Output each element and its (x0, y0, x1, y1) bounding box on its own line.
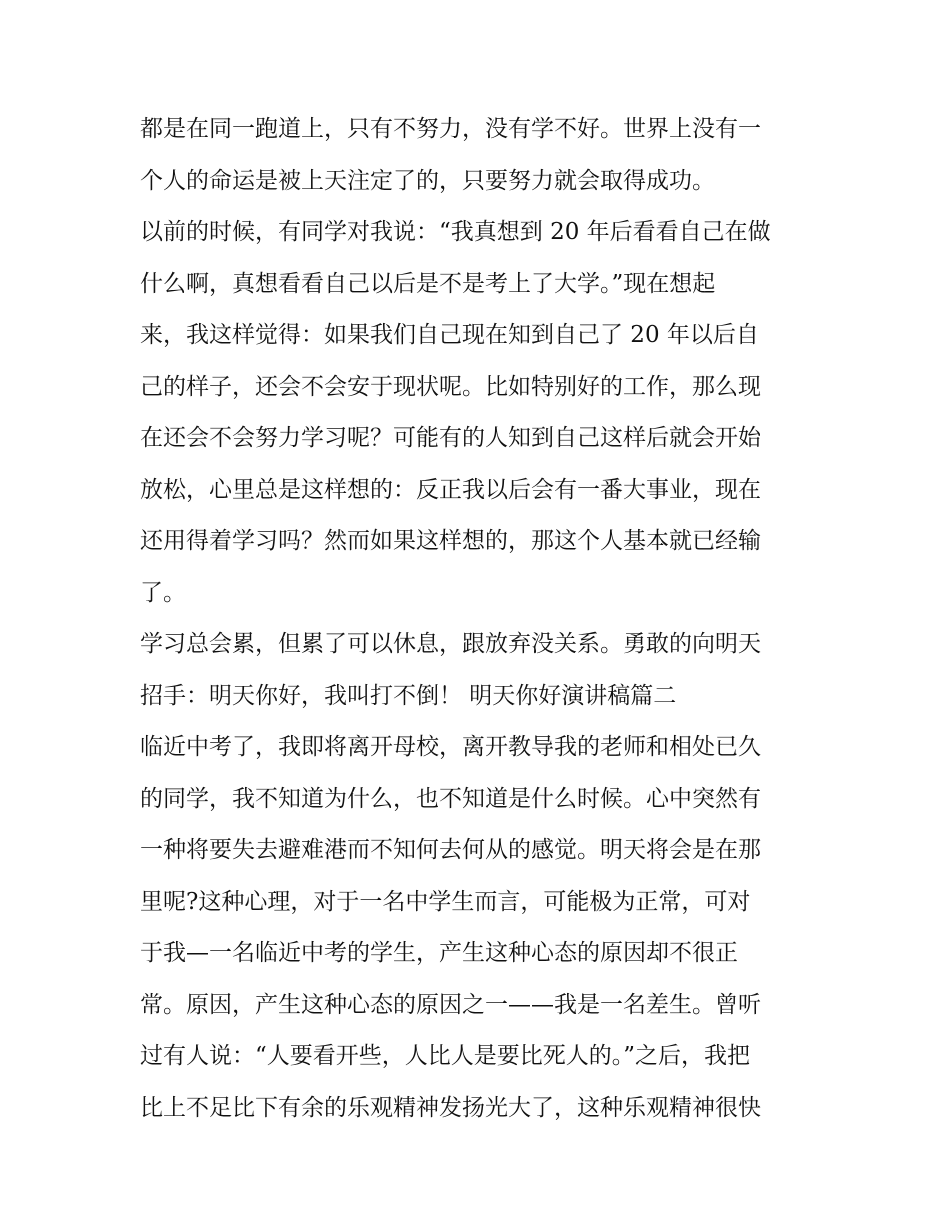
text-line: 己的样子，还会不会安于现状呢。比如特别好的工作，那么现 (140, 373, 761, 400)
document-body (140, 104, 830, 1134)
text-line: 招手：明天你好，我叫打不倒！ 明天你好演讲稿篇二 (140, 682, 677, 709)
text-line: 于我—一名临近中考的学生，产生这种心态的原因却不很正 (140, 940, 738, 966)
text-line: 还用得着学习吗？然而如果这样想的，那这个人基本就已经输 (140, 528, 761, 554)
text-line: 比上不足比下有余的乐观精神发扬光大了，这种乐观精神很快 (140, 1094, 761, 1121)
text-line: 常。原因，产生这种心态的原因之一——我是一名差生。曾听 (140, 991, 761, 1018)
text-line: 在还会不会努力学习呢？可能有的人知到自己这样后就会开始 (140, 425, 761, 451)
text-line: 什么啊，真想看看自己以后是不是考上了大学。”现在想起 (140, 270, 716, 297)
text-line: 学习总会累，但累了可以休息，跟放弃没关系。勇敢的向明天 (140, 631, 761, 657)
text-line: 一种将要失去避难港而不知何去何从的感觉。明天将会是在那 (140, 837, 761, 863)
text-line: 个人的命运是被上天注定了的，只要努力就会取得成功。 (140, 167, 715, 194)
text-line: 的同学，我不知道为什么，也不知道是什么时候。心中突然有 (140, 785, 761, 812)
text-line: 来，我这样觉得：如果我们自己现在知到自己了 20 年以后自 (140, 322, 759, 348)
text-line: 过有人说：“人要看开些，人比人是要比死人的。”之后，我把 (140, 1043, 751, 1069)
text-line: 临近中考了，我即将离开母校，离开教导我的老师和相处已久 (140, 734, 761, 760)
text-line: 里呢?这种心理，对于一名中学生而言，可能极为正常，可对 (140, 888, 751, 915)
text-line: 以前的时候，有同学对我说：“我真想到 20 年后看看自己在做 (140, 219, 771, 245)
text-line: 放松，心里总是这样想的：反正我以后会有一番大事业，现在 (140, 476, 761, 503)
text-line: 都是在同一跑道上，只有不努力，没有学不好。世界上没有一 (140, 116, 761, 142)
text-line: 了。 (140, 579, 186, 606)
